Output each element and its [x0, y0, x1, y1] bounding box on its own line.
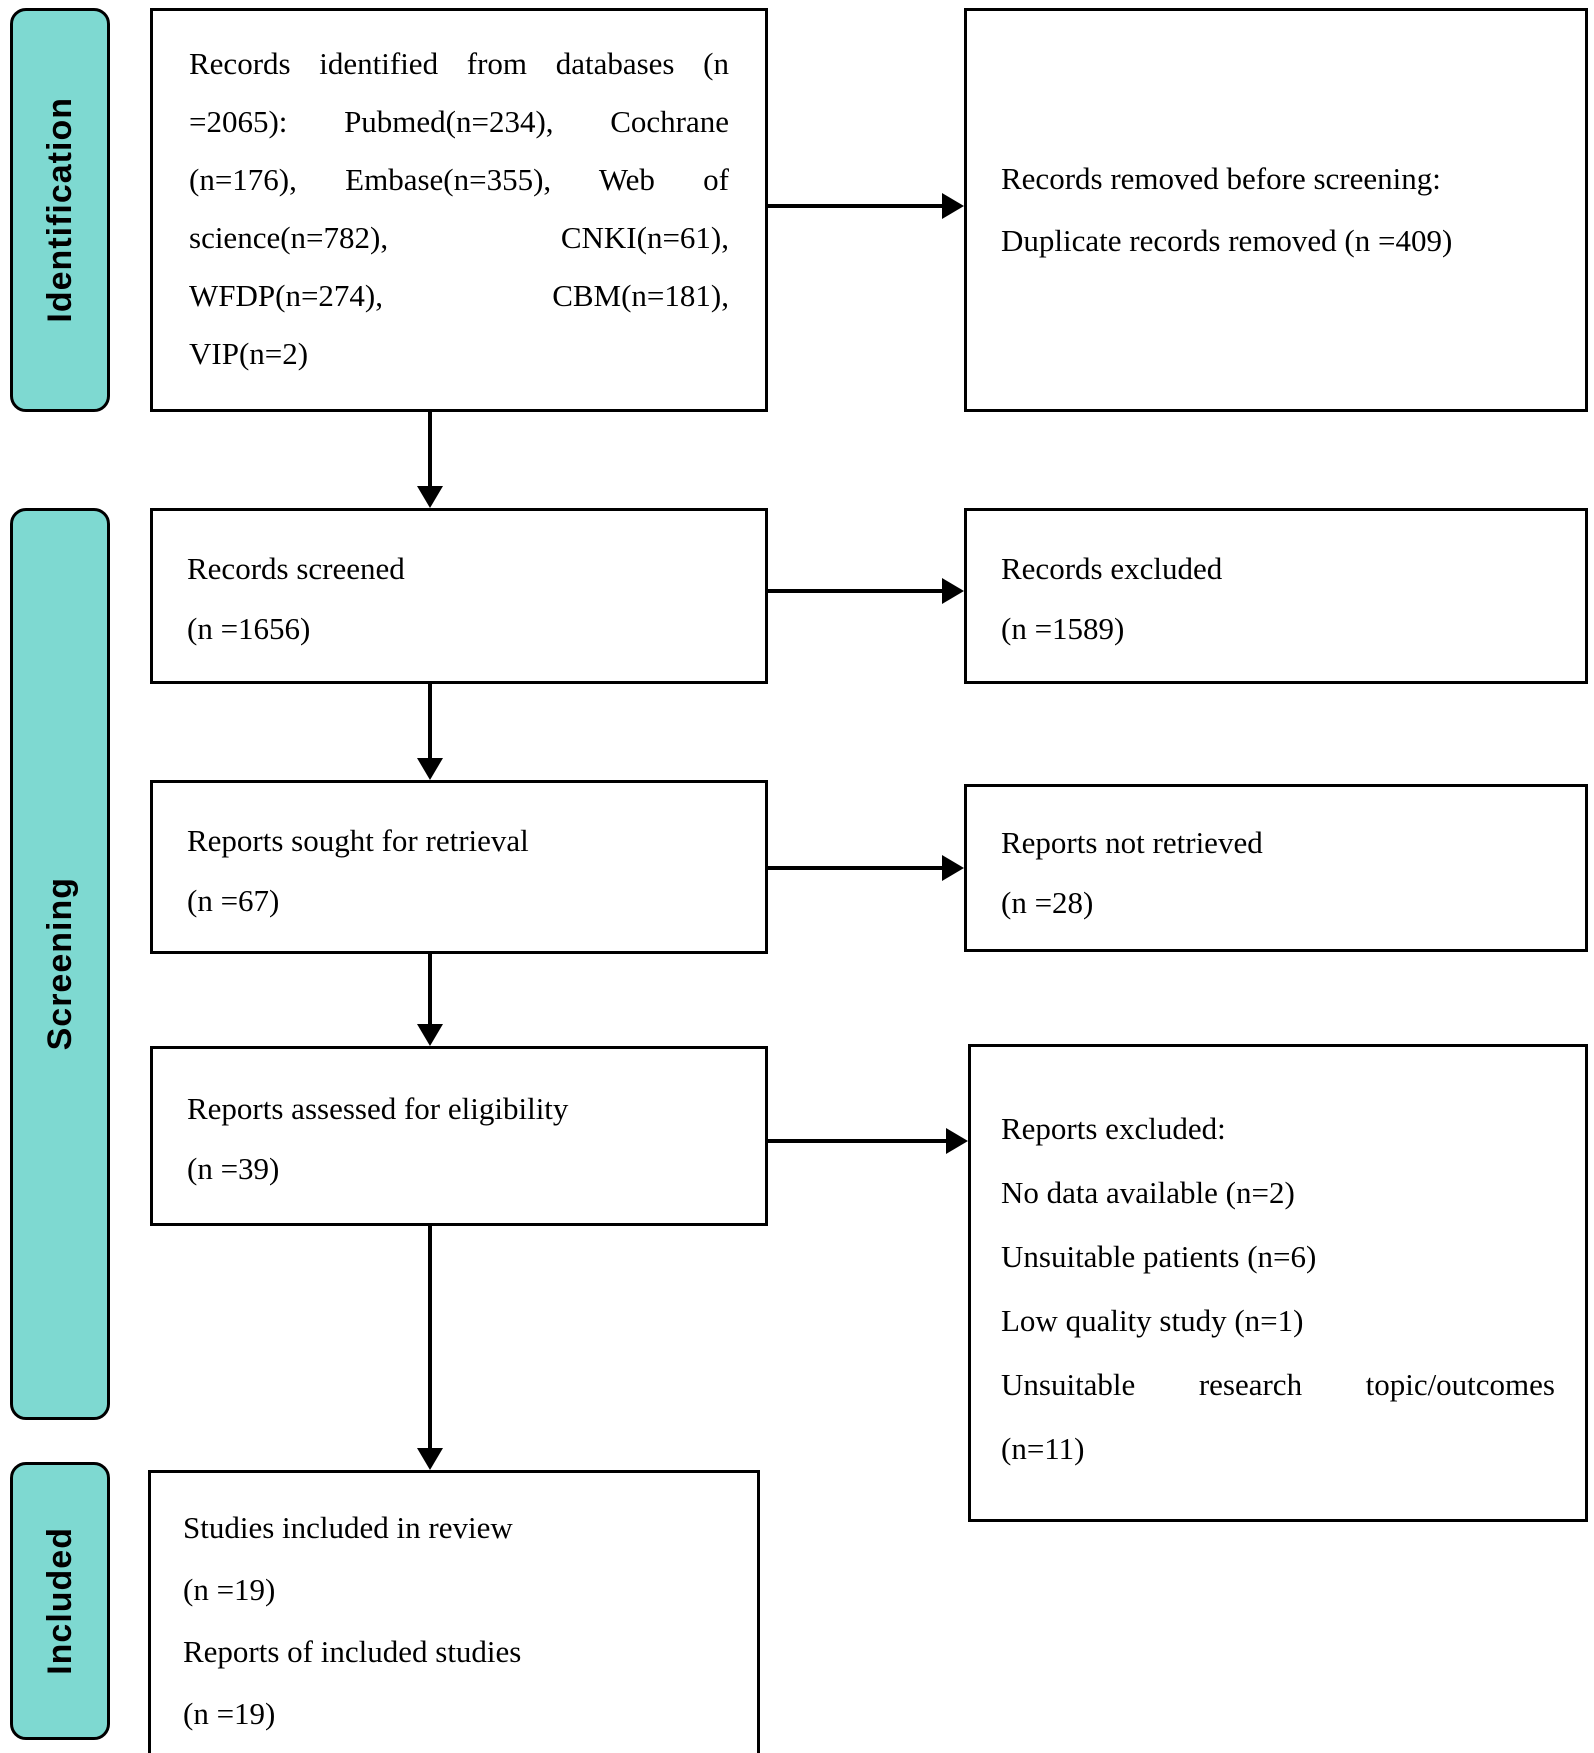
- arrow-head-right-icon: [942, 193, 964, 219]
- box-records-excluded: [964, 508, 1588, 684]
- text-line: =2065): Pubmed(n=234), Cochrane: [189, 104, 729, 139]
- text-line: science(n=782), CNKI(n=61),: [189, 220, 729, 255]
- arrow-shaft: [428, 684, 432, 760]
- arrow-shaft: [768, 589, 944, 593]
- stage-box-identification: [10, 8, 110, 412]
- box-records-identified: [150, 8, 768, 412]
- arrow-head-right-icon: [946, 1128, 968, 1154]
- arrow-shaft: [768, 1139, 948, 1143]
- box-studies-included: [148, 1470, 760, 1753]
- text-line: (n=176), Embase(n=355), Web of: [189, 162, 729, 197]
- arrow-shaft: [768, 204, 944, 208]
- box-reports-assessed: [150, 1046, 768, 1226]
- arrow-head-right-icon: [942, 578, 964, 604]
- box-reports-not-retrieved: [964, 784, 1588, 952]
- text-line: Records identified from databases (n: [189, 46, 729, 81]
- text-line: VIP(n=2): [189, 336, 309, 371]
- box-reports-sought: [150, 780, 768, 954]
- text-line: Reports of included studies: [183, 1634, 522, 1669]
- box-records-screened: [150, 508, 768, 684]
- arrow-shaft: [428, 412, 432, 488]
- arrow-right-identified-to-removed: [768, 192, 964, 220]
- text-line: Records excluded: [1001, 551, 1223, 586]
- arrow-down-screened-to-sought: [416, 684, 444, 780]
- text-line: (n =19): [183, 1696, 276, 1731]
- text-line: Low quality study (n=1): [1001, 1303, 1304, 1338]
- box-records-removed: [964, 8, 1588, 412]
- box-reports-excluded: [968, 1044, 1588, 1522]
- text-line: WFDP(n=274), CBM(n=181),: [189, 278, 729, 313]
- text-line: (n =28): [1001, 885, 1094, 920]
- text-line: Reports not retrieved: [1001, 825, 1263, 860]
- arrow-down-assessed-to-included: [416, 1226, 444, 1470]
- arrow-down-identified-to-screened: [416, 412, 444, 508]
- text-line: (n=11): [1001, 1431, 1085, 1466]
- text-line: Unsuitable research topic/outcomes: [1001, 1367, 1555, 1402]
- arrow-shaft: [768, 866, 944, 870]
- stage-label-identification: Identification: [40, 97, 79, 323]
- stage-box-included: [10, 1462, 110, 1740]
- arrow-head-right-icon: [942, 855, 964, 881]
- arrow-right-screened-to-excluded: [768, 577, 964, 605]
- text-line: Unsuitable patients (n=6): [1001, 1239, 1317, 1274]
- text-line: (n =1656): [187, 611, 311, 646]
- arrow-right-sought-to-not-retrieved: [768, 854, 964, 882]
- text-line: Duplicate records removed (n =409): [1001, 223, 1453, 258]
- stage-box-screening: [10, 508, 110, 1420]
- text-line: Records removed before screening:: [1001, 161, 1441, 196]
- text-line: No data available (n=2): [1001, 1175, 1295, 1210]
- text-line: Studies included in review: [183, 1510, 513, 1545]
- text-line: (n =39): [187, 1151, 280, 1186]
- text-line: Reports sought for retrieval: [187, 823, 529, 858]
- text-line: Reports assessed for eligibility: [187, 1091, 569, 1126]
- arrow-head-down-icon: [417, 1024, 443, 1046]
- arrow-head-down-icon: [417, 1448, 443, 1470]
- text-line: (n =19): [183, 1572, 276, 1607]
- arrow-shaft: [428, 1226, 432, 1450]
- arrow-head-down-icon: [417, 758, 443, 780]
- stage-label-included: Included: [40, 1527, 79, 1675]
- text-line: (n =1589): [1001, 611, 1125, 646]
- stage-label-screening: Screening: [40, 877, 79, 1051]
- text-line: Reports excluded:: [1001, 1111, 1226, 1146]
- text-line: Records screened: [187, 551, 405, 586]
- arrow-shaft: [428, 954, 432, 1026]
- arrow-right-assessed-to-reports-excluded: [768, 1127, 968, 1155]
- arrow-down-sought-to-assessed: [416, 954, 444, 1046]
- text-line: (n =67): [187, 883, 280, 918]
- arrow-head-down-icon: [417, 486, 443, 508]
